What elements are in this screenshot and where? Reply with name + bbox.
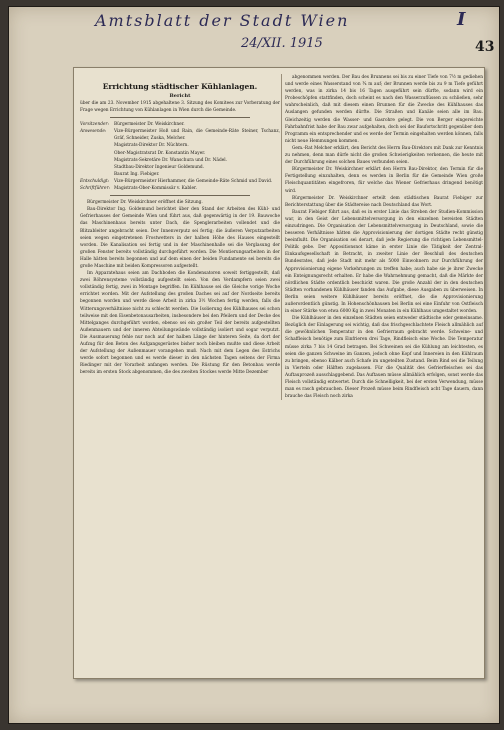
- right-column: [281, 74, 483, 400]
- attendance-entry: [80, 128, 280, 142]
- attendance-entry: [80, 121, 280, 128]
- attendance-text: Magistrats-Direktor Dr. Nüchtern.: [114, 143, 189, 149]
- attendance-label: Entschuldigt:: [80, 178, 110, 184]
- attendance-text: Bürgermeister Dr. Weiskirchner.: [114, 122, 185, 128]
- attendance-text: Magistrats-Ober-Kommissär v. Kabler.: [114, 186, 197, 192]
- attendance-label: Vorsitzender:: [80, 122, 110, 128]
- report-label: Bericht: [169, 93, 191, 99]
- article-paragraph: Im Apparatehaus seien am Dachboden die Kondensatoren soweit fertiggestellt, daß zwei Röhrensysteme vollständig aufgestellt seien. Von den Verdampfern seien zwei vollständig fertig, zwei in Montage begriffen. Im Kühlhause sei die Gleiche vorige Woche errichtet worden. Mit der Aufstellung des großen Daches sei auf der Nordseite bereits begonnen worden und werde diese Arbeit in zirka 3½ Wochen fertig werden, falls die Witterungsverhältnisse nicht zu schlecht werden. Die Isolierung des Kühlhauses sei schon teilweise mit den Eisenbetonausarbeiten, insbesondere bei den Pfeilern und der Decke des Mittelganges durchgeführt worden, ebenso sei ein großer Teil der bereits aufgestellten Außenmauern und der inneren Abteilungswände vollständig isoliert und sogar verputzt. Die Ausmauerung fehle nur noch auf der halben Länge der hinteren Seite, da dort der Aufzug für den Beton des Aufgangsgerüstes bisher noch bleiben mußte und diese Arbeit der Aufstellung der Außenmauer vorangehen muß. Nach mit dem Legen des Estrichs werde sofort begonnen und es werde dieser in den nächsten Tagen seitens der Firma Riedinger mit der Vorarbeit anfangen werden. Die Rüstung für den Betonbau werde bereits im ersten Stock abgenommen, die des zweiten Stockes werde Mitte Dezember: [80, 271, 280, 376]
- article-paragraph: Die Kühlhäuser in den einzelnen Städten seien entweder städtische oder gemeinsame. Bezüglich der Einlagerung sei wichtig, daß das frischgeschlachtete Fleisch allmählich auf die gewöhnlichen Temperatur in den Gefrierraum gebracht werde. Schweine- und Schaffleisch benötige zum Einfrieren drei Tage, Rindfleisch eine Woche. Die Temperatur müsse zirka 7 bis 14 Grad betragen. Bei Schweinen sei die Kühlung am leichtesten, es seien die ganzen Schweine im Ganzen, jedoch ohne Kopf und Innereien in den Kühlraum zu bringen, ebenso Kälber auch Schafe im ungeteilten Zustand. Beim Rind sei die Teilung in Vierteln oder Hälften zugelassen. Für die Qualität des Gefrierfleisches sei das Auftauprozeß ausschlaggebend. Das Auftauen müsse allmählich erfolgen, sonst werde das Fleisch vollständig entwertet. Durch die Schnelligkeit, bei der ersten Verwendung, müsse man es rasch gebrauchen. Dieser Prozeß müsse beim Rindfleisch acht Tage dauern, dann brauche das Fleisch noch zirka: [285, 316, 483, 400]
- archive-board: [8, 6, 500, 724]
- article-paragraph: Bürgermeister Dr. Weiskirchner erklärt den Herrn Bau-Direktor, den Termin für die Fertigstellung einzuhalten, denn es werden in Berlin für die Gemeinde Wien große Fleischquantitäten eingefroren, für welche das Wiener Gefrierhaus dringend benötigt wird.: [285, 167, 483, 194]
- article-intro: über die am 23. November 1915 abgehaltene 3. Sitzung des Komitees zur Vorberatung der Frage wegen Errichtung von Kühlanlagen in Wien durch die Gemeinde.: [80, 101, 280, 114]
- attendance-text: Magistrats-Sekretäre Dr. Wanschura und Dr. Nädel.: [114, 157, 227, 163]
- article-paragraph: abgenommen werden. Der Bau des Brunnens sei bis zu einer Tiefe von 7½ m gediehen und werde eines Wasserstand von ¾ m auf; der Brunnen werde bis zu 9 m Tiefe geführt werden, was in zirka 14 bis 16 Tagen ausgeführt sein dürfte, sodann wird ein Probeschöpfen stattfinden, doch scheint es nach den Wasserzuflüssen zu schließen, sehr wahrscheinlich, daß mit diesem einen Brunnen für die Zwecke des Kühlhauses das Auslangen gefunden werden dürfte. Die Straßen und Kanäle seien alle im Bau. Gleichzeitig werden die Wasser- und Gasrohre gelegt. Die von Berger eingereichte Fahrbahnfrist habe der Bau zwar aufgehalten, doch sei der Baufortschritt gegenüber dem Programm ein entsprechender und es werde der Termin eingehalten werden können, falls nicht neue Hemmungen kommen.: [285, 75, 483, 144]
- page-number: 43: [475, 39, 495, 55]
- attendance-entry: [80, 185, 280, 192]
- article-paragraph: Bürgermeister Dr. Weiskirchner eröffnet die Sitzung.: [87, 200, 203, 206]
- attendance-text: Ober-Magistratsrat Dr. Konstantin Mayer.: [114, 150, 206, 156]
- attendance-text: Stadtbau-Direktor Ingenieur Goldemund.: [114, 164, 205, 170]
- attendance-entry: [80, 142, 280, 149]
- handwritten-date: 24/XII. 1915: [241, 36, 323, 51]
- divider: [110, 117, 250, 118]
- article-headline: Errichtung städtischer Kühlanlagen.: [102, 82, 258, 91]
- left-column: [80, 74, 280, 376]
- attendance-entry: [80, 171, 280, 178]
- newspaper-clipping: [73, 67, 485, 679]
- attendance-entry: [80, 164, 280, 171]
- attendance-text: Vize-Bürgermeister Hierhammer, die Gemeinde-Räte Schmid und David.: [114, 178, 273, 184]
- volume-number: I: [457, 9, 466, 30]
- article-paragraph: Baurat Fiebiger führt aus, daß es in erster Linie das Streben der Studien-Kommission war, in den Geist der Lebensmittelversorgung in den einzelnen bereisten Städten einzudringen. Die Organisation der Lebensmittelversorgung in Deutschland, sowie die besseren Verhältnisse hätten die Approvisionierung der dortigen Städte recht günstig beeinflußt. Die Organisation sei derart, daß jede Regierung die richtigen Lebensmittel-Politik gebe. Der Appositionsnot käme in erster Linie die Tätigkeit der Zentral-Einkaufsgesellschaft in Betracht, in zweiter Linie der Beschluß des deutschen Bundesrates, daß jede Stadt mit mehr als 5000 Einwohnern zur Durchführung der Approvisionierung eigene Vorkehrungen zu treffen habe; auch habe sie je ihrer Zwecke ein Enteignungsrecht erhalten. Er habe die Wahrnehmung gemacht, daß die Märkte der nördlichen Städte ordentlich beschickt waren. Die große Anzahl der in den deutschen Städten vorhandenen Kühlhäuser fanden das Aufgabe, diese Ausgaben zu überweisen. In Berlin seien weitere Kühlhäuser bereits eröffnet, die die Approvisionierung außerordentlich günstig. In Hohenschönhausen bei Berlin sei eine Einfuhr von Ostfleisch in einer Stärke von etwa 6000 Kg in zwei Monaten in ein Kühlhaus umgestaltet worden.: [285, 209, 483, 315]
- handwritten-title: Amtsblatt der Stadt Wien: [95, 11, 350, 30]
- attendance-list: [80, 121, 280, 192]
- attendance-text: Baurat Ing. Fiebiger.: [114, 171, 160, 177]
- article-paragraph: Gem.-Rat Melcher erklärt, den Bericht des Herrn Bau-Direktors mit Dank zur Kenntnis zu nehmen, denn man dürfe nicht die großen Schwierigkeiten verkennen, die heute mit der Durchführung eines solchen Baues verbunden seien.: [285, 145, 483, 166]
- attendance-label: Schriftführer:: [80, 186, 111, 192]
- article-paragraph: Bau-Direktor Ing. Goldemund berichtet über den Stand der Arbeiten des Kühl- und Gefrierhauses der Gemeinde Wien und führt aus, daß gegenwärtig in der 19. Bauwoche das Maschinenhaus bereits unter Dach, die Spenglerarbeiten vollendet und die Blitzableiter angebracht seien. Der Innenverputz sei fertig; die äußeren Verputzarbeiten seien wegen eingetretenen Frostwetters in der halben Höhe des Hauses eingestellt worden. Die Kanalisation sei fertig und in der Maschinenhalle sei die Verglasung der großen Fenster bereits vollständig durchgeführt worden. Die Montierungsarbeiten in der Halle hätten bereits begonnen und auf dem einen der beiden Fundamente sei bereits die große Maschine mit beiden Kompressoren aufgestellt.: [80, 207, 280, 269]
- attendance-text: Vize-Bürgermeister Hoß und Rain, die Gemeinde-Räte Steiner, Tschanz, Gräf, Schneider, Zuska, Melcher.: [114, 129, 280, 142]
- divider: [110, 195, 250, 196]
- right-paragraphs: [285, 74, 483, 400]
- attendance-entry: [80, 150, 280, 157]
- attendance-entry: [80, 157, 280, 164]
- article-paragraph: Bürgermeister Dr. Weiskirchner erteilt dem städtischen Baurat Fiebiger zur Berichterstattung über die Städtereise nach Deutschland das Wort.: [285, 195, 483, 208]
- attendance-label: Anwesende:: [80, 129, 107, 135]
- left-paragraphs: [80, 199, 280, 376]
- attendance-entry: [80, 178, 280, 185]
